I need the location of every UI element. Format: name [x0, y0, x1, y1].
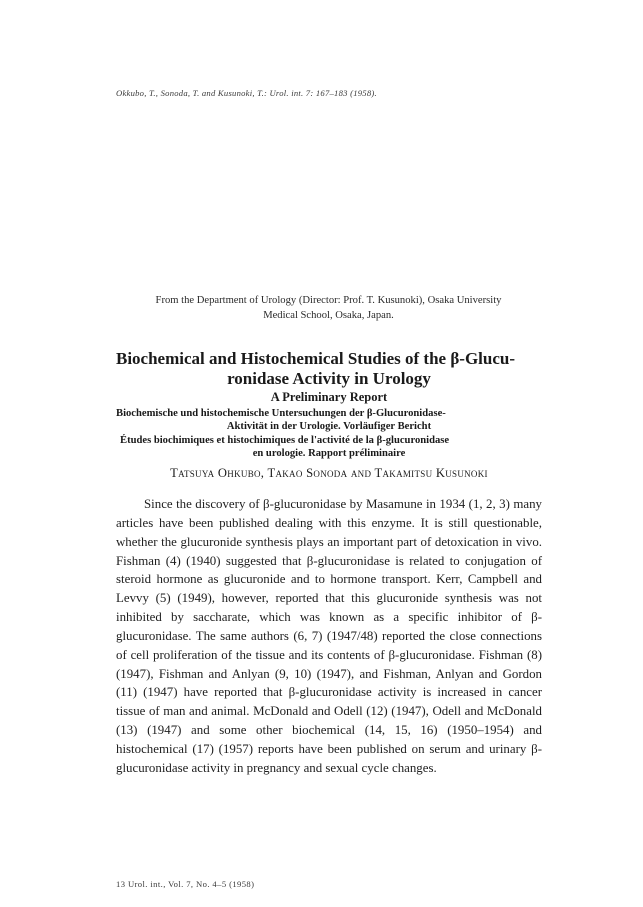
journal-citation: Okkubo, T., Sonoda, T. and Kusunoki, T.: Urol. int. 7: 167–183 (1958). — [116, 88, 377, 98]
page-footer: 13 Urol. int., Vol. 7, No. 4–5 (1958) — [116, 879, 255, 889]
german-title-line-1: Biochemische und histochemische Untersuchungen der β-Glucuronidase- — [116, 408, 446, 419]
article-title — [116, 349, 542, 389]
article-title-line-2: ronidase Activity in Urology — [227, 369, 431, 388]
french-title-line-2: en urologie. Rapport préliminaire — [252, 448, 406, 459]
french-title-line-1: Études biochimiques et histochimiques de l'activité de la β-glucuronidase — [120, 435, 450, 446]
german-title-line-2: Aktivität in der Urologie. Vorläufiger Bericht — [226, 421, 432, 432]
german-title — [116, 407, 542, 433]
body-text — [116, 495, 542, 778]
affiliation-line-2: Medical School, Osaka, Japan. — [263, 310, 394, 321]
article-title-line-1: Biochemical and Histochemical Studies of the β-Glucu- — [116, 349, 516, 368]
affiliation — [116, 293, 541, 323]
affiliation-line-1: From the Department of Urology (Director: Prof. T. Kusunoki), Osaka University — [155, 295, 502, 306]
author-list: Tatsuya Ohkubo, Takao Sonoda and Takamitsu Kusunoki — [170, 466, 488, 480]
body-paragraph: Since the discovery of β-glucuronidase by Masamune in 1934 (1, 2, 3) many articles have been published dealing with this enzyme. It is still questionable, whether the glucuronide synthesis plays an important part of detoxication in vivo. Fishman (4) (1940) suggested that β-glucuronidase is related to conjugation of steroid hormone as glucuronide and to hormone transport. Kerr, Campbell and Levvy (5) (1949), however, reported that this glucuronide synthesis was not inhibited by saccharate, which was known as a specific inhibitor of β-glucuronidase. The same authors (6, 7) (1947/48) reported the close connections of cell proliferation of the tissue and its contents of β-glucuronidase. Fishman (8) (1947), Fishman and Anlyan (9, 10) (1947), and Fishman, Anlyan and Gordon (11) (1947) have reported that β-glucuronidase activity is increased in cancer tissue of man and animal. McDonald and Odell (12) (1947), Odell and McDonald (13) (1947) and some other biochemical (14, 15, 16) (1950–1954) and histochemical (17) (1957) reports have been published on serum and urinary β-glucuronidase activity in pregnancy and sexual cycle changes. — [116, 497, 542, 775]
article-subtitle: A Preliminary Report — [270, 390, 388, 404]
french-title — [116, 434, 542, 460]
